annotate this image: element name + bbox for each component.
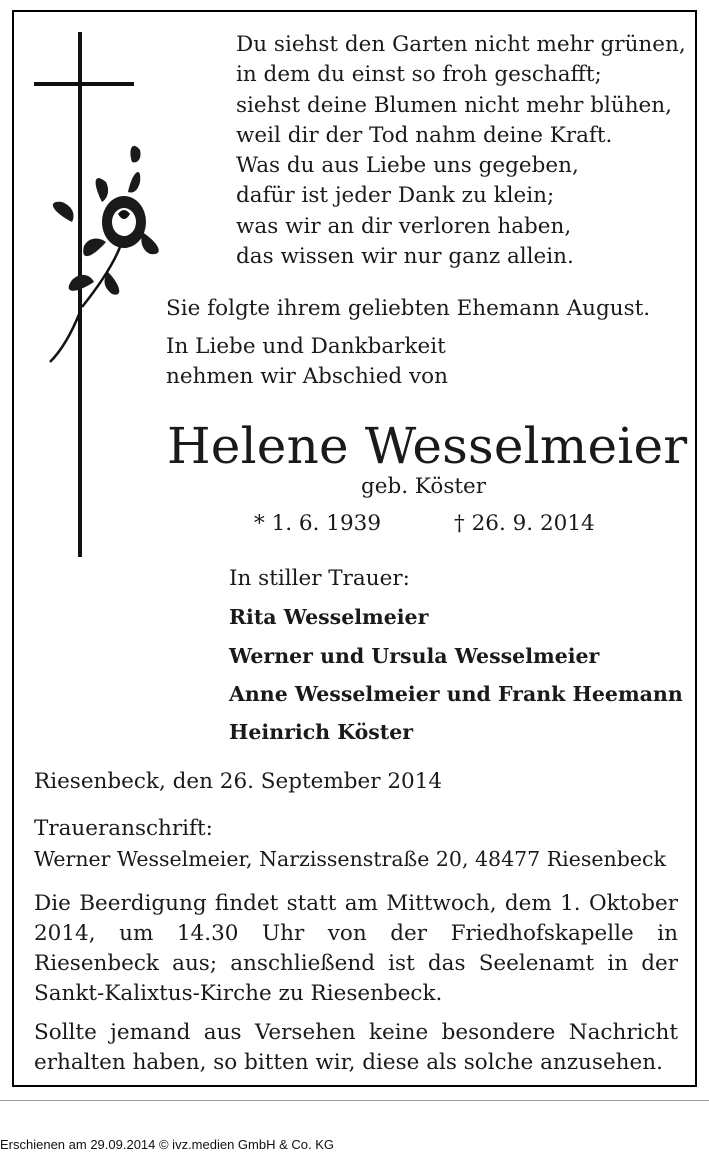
deceased-name: Helene Wesselmeier (167, 417, 688, 475)
poem-line: in dem du einst so froh geschafft; (236, 62, 602, 88)
obituary-frame (12, 10, 697, 1087)
poem (236, 30, 686, 272)
birth-date: * 1. 6. 1939 (254, 511, 381, 536)
intro-line-3: nehmen wir Abschied von (166, 364, 448, 389)
publication-footer: Erschienen am 29.09.2014 © ivz.medien GmbH & Co. KG (0, 1137, 335, 1152)
cross-icon (32, 32, 172, 562)
mourners-heading: In stiller Trauer: (229, 566, 410, 591)
intro-line-1: Sie folgte ihrem geliebten Ehemann August. (166, 296, 651, 321)
funeral-info: Die Beerdigung findet statt am Mittwoch, dem 1. Oktober 2014, um 14.30 Uhr von der Friedhofskapelle in Riesenbeck aus; anschließend ist das Seelenamt in der Sankt-Kalixtus-Kirche zu Riesenbeck. (34, 891, 678, 1006)
mourner-name: Heinrich Köster (229, 720, 414, 744)
poem-line: Was du aus Liebe uns gegeben, (236, 153, 579, 179)
mourner-name: Werner und Ursula Wesselmeier (229, 644, 600, 668)
notice-text: Sollte jemand aus Versehen keine besondere Nachricht erhalten haben, so bitten wir, diese als solche anzusehen. (34, 1020, 678, 1075)
address-label: Traueranschrift: (34, 816, 213, 841)
place-date: Riesenbeck, den 26. September 2014 (34, 769, 443, 794)
poem-line: dafür ist jeder Dank zu klein; (236, 183, 555, 209)
poem-line: weil dir der Tod nahm deine Kraft. (236, 122, 613, 148)
poem-line: was wir an dir verloren haben, (236, 213, 572, 239)
mourner-name: Rita Wesselmeier (229, 605, 429, 629)
separator (0, 1100, 709, 1101)
poem-line: das wissen wir nur ganz allein. (236, 244, 574, 270)
maiden-name: geb. Köster (361, 474, 487, 499)
death-date: † 26. 9. 2014 (454, 511, 595, 536)
rose-icon (50, 146, 159, 362)
mourner-name: Anne Wesselmeier und Frank Heemann (229, 682, 683, 706)
poem-line: siehst deine Blumen nicht mehr blühen, (236, 92, 672, 118)
address-value: Werner Wesselmeier, Narzissenstraße 20, 48477 Riesenbeck (34, 847, 666, 871)
poem-line: Du siehst den Garten nicht mehr grünen, (236, 32, 686, 57)
intro-line-2: In Liebe und Dankbarkeit (166, 334, 446, 359)
